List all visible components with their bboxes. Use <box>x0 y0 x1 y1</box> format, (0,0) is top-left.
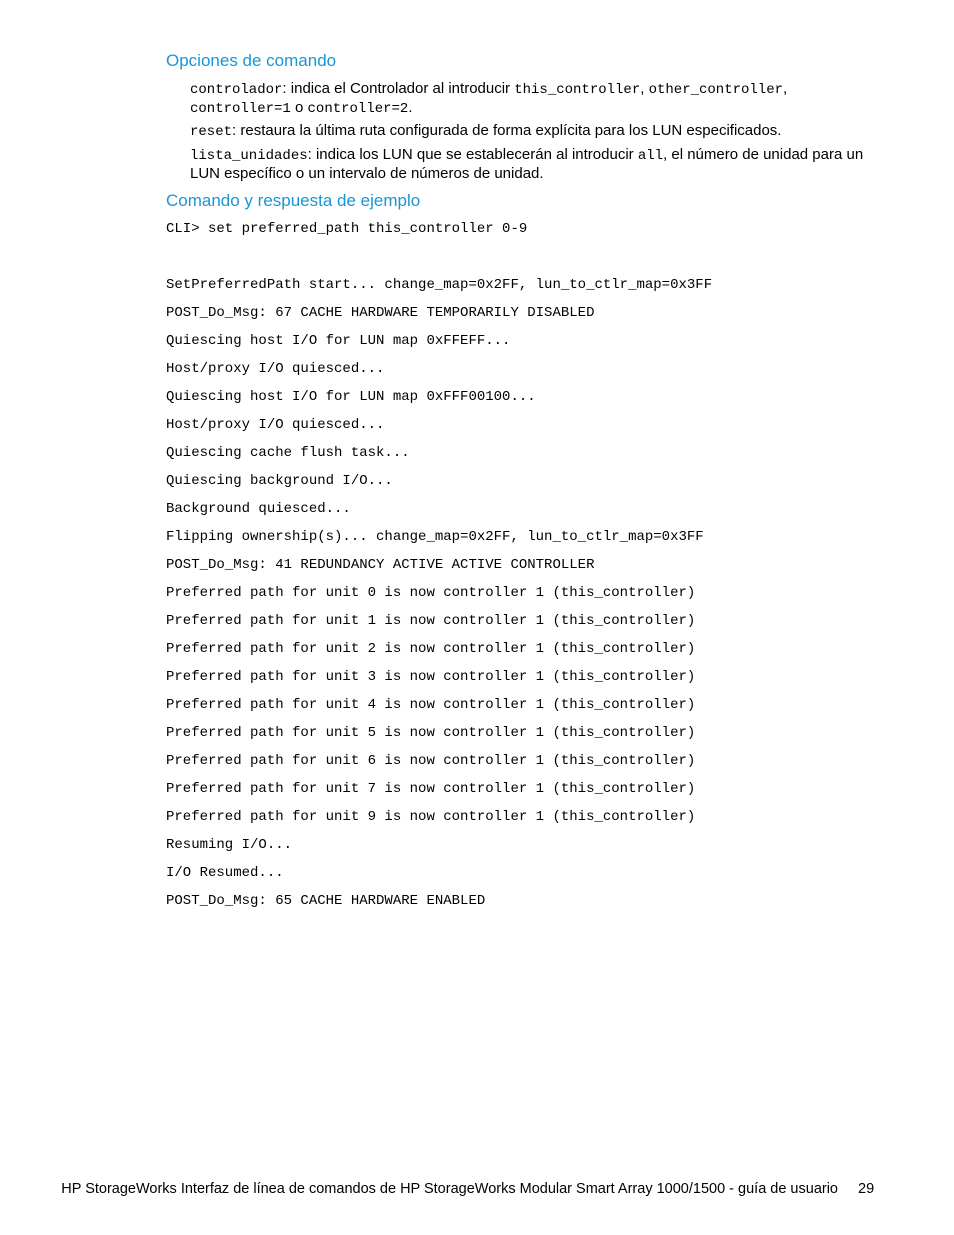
param-name: controlador <box>190 82 283 98</box>
param-name: reset <box>190 124 233 140</box>
cli-output-line: Preferred path for unit 7 is now controller 1 (this_controller) <box>166 781 696 797</box>
param-value: controller=2 <box>307 101 409 117</box>
cli-output-line: SetPreferredPath start... change_map=0x2FF, lun_to_ctlr_map=0x3FF <box>166 277 713 293</box>
cli-output-line: Host/proxy I/O quiesced... <box>166 417 385 433</box>
cli-output-line: Preferred path for unit 2 is now controller 1 (this_controller) <box>166 641 696 657</box>
cli-output-line: Preferred path for unit 0 is now controller 1 (this_controller) <box>166 585 696 601</box>
param-value: controller=1 <box>190 101 291 117</box>
param-separator: : <box>282 80 291 97</box>
param-description: indica el Controlador al introducir <box>290 80 515 97</box>
cli-output-line: Quiescing host I/O for LUN map 0xFFF00100... <box>166 389 536 405</box>
param-value: this_controller <box>514 82 641 98</box>
param-description: indica los LUN que se establecerán al introducir <box>315 146 638 163</box>
param-comma: , <box>640 80 649 97</box>
param-lista-unidades <box>190 146 880 183</box>
cli-output-line: Preferred path for unit 4 is now controller 1 (this_controller) <box>166 697 696 713</box>
cli-output-line: POST_Do_Msg: 65 CACHE HARDWARE ENABLED <box>166 893 486 909</box>
param-separator: : <box>232 122 241 139</box>
param-separator: : <box>307 146 316 163</box>
param-name: lista_unidades <box>190 148 308 164</box>
section-heading-example: Comando y respuesta de ejemplo <box>166 191 421 210</box>
param-period: . <box>408 99 413 116</box>
param-value: other_controller <box>648 82 784 98</box>
cli-command: CLI> set preferred_path this_controller 0-9 <box>166 221 528 237</box>
cli-output-line: Resuming I/O... <box>166 837 293 853</box>
cli-output-line: POST_Do_Msg: 67 CACHE HARDWARE TEMPORARILY DISABLED <box>166 305 595 321</box>
cli-output-line: Quiescing background I/O... <box>166 473 393 489</box>
cli-output-line: I/O Resumed... <box>166 865 284 881</box>
param-description: , el número de unidad para un LUN específico o un intervalo de números de unidad. <box>190 146 864 182</box>
param-reset <box>190 122 880 141</box>
param-controlador <box>190 80 880 118</box>
section-heading-command-options: Opciones de comando <box>166 51 337 70</box>
cli-output-line: Host/proxy I/O quiesced... <box>166 361 385 377</box>
param-description: restaura la última ruta configurada de forma explícita para los LUN especificados. <box>240 122 782 139</box>
cli-output-line: Preferred path for unit 3 is now controller 1 (this_controller) <box>166 669 696 685</box>
cli-output-line: Quiescing cache flush task... <box>166 445 410 461</box>
cli-output-line: Preferred path for unit 9 is now controller 1 (this_controller) <box>166 809 696 825</box>
param-conjunction: o <box>290 99 308 116</box>
cli-output-line: POST_Do_Msg: 41 REDUNDANCY ACTIVE ACTIVE CONTROLLER <box>166 557 595 573</box>
cli-output-line: Preferred path for unit 5 is now controller 1 (this_controller) <box>166 725 696 741</box>
cli-output-line: Quiescing host I/O for LUN map 0xFFEFF... <box>166 333 511 349</box>
param-comma: , <box>783 80 788 97</box>
param-value: all <box>637 148 664 164</box>
footer-title: HP StorageWorks Interfaz de línea de comandos de HP StorageWorks Modular Smart Array 1000/1500 - guía de usuario <box>61 1181 838 1197</box>
cli-output-line: Preferred path for unit 6 is now controller 1 (this_controller) <box>166 753 696 769</box>
cli-output-line: Background quiesced... <box>166 501 351 517</box>
cli-output-line: Flipping ownership(s)... change_map=0x2FF, lun_to_ctlr_map=0x3FF <box>166 529 704 545</box>
cli-output-line: Preferred path for unit 1 is now controller 1 (this_controller) <box>166 613 696 629</box>
page-number: 29 <box>858 1181 875 1197</box>
